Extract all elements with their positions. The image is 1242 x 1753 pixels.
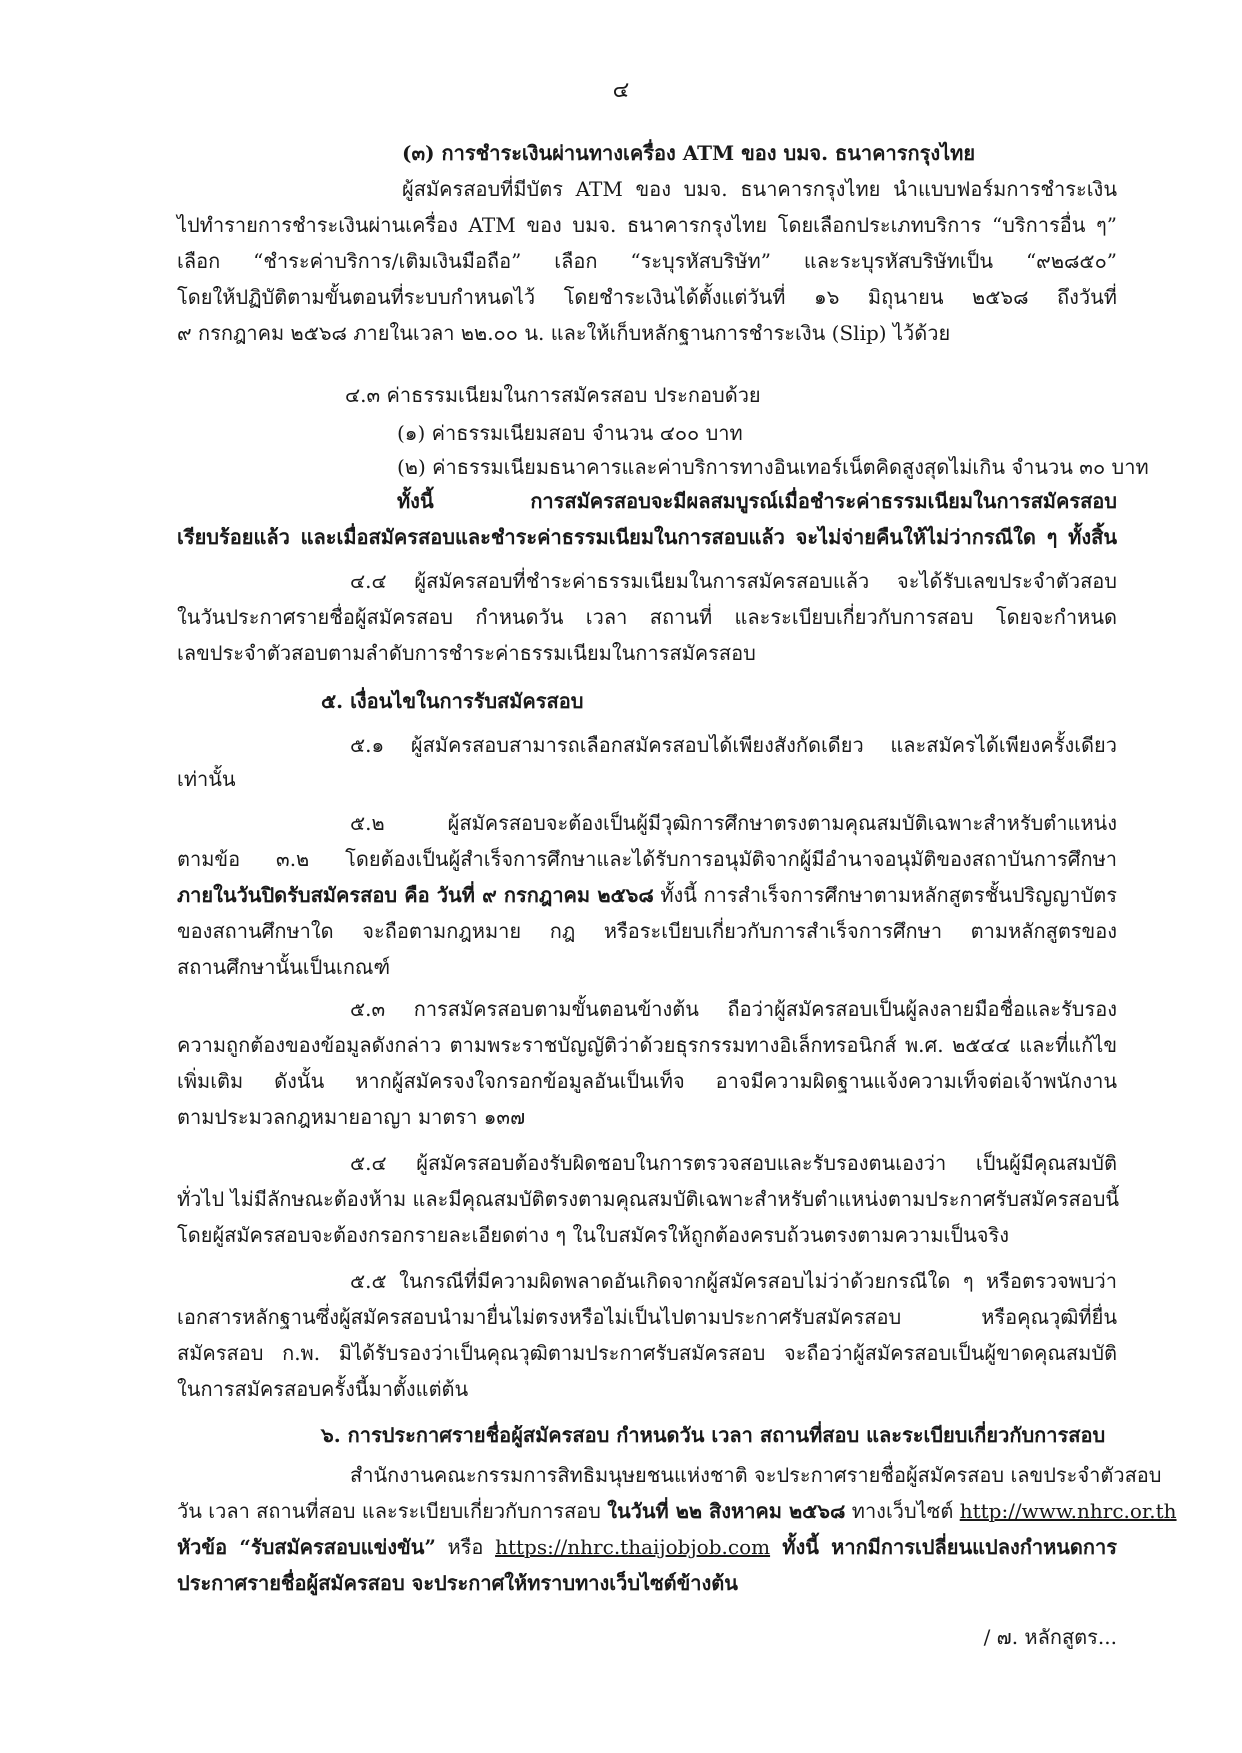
paragraph-line: โดยผู้สมัครสอบจะต้องกรอกรายละเอียดต่าง ๆ ในใบสมัครให้ถูกต้องครบถ้วนตรงตามความเป็นจริง bbox=[177, 1223, 1010, 1247]
paragraph-line: ประกาศรายชื่อผู้สมัครสอบ จะประกาศให้ทราบทางเว็บไซต์ข้างต้น bbox=[177, 1571, 738, 1595]
paragraph-line: ผู้สมัครสอบที่มีบัตร ATM ของ บมจ. ธนาคารกรุงไทย นำแบบฟอร์มการชำระเงิน bbox=[402, 177, 1117, 201]
paragraph-line: ๕.๑ ผู้สมัครสอบสามารถเลือกสมัครสอบได้เพียงสังกัดเดียว และสมัครได้เพียงครั้งเดียว bbox=[350, 733, 1117, 757]
paragraph-line bbox=[177, 1496, 1177, 1526]
continuation-footer: / ๗. หลักสูตร... bbox=[983, 1625, 1117, 1649]
fees-heading: ๔.๓ ค่าธรรมเนียมในการสมัครสอบ ประกอบด้วย bbox=[345, 383, 761, 407]
atm-payment-heading: (๓) การชำระเงินผ่านทางเครื่อง ATM ของ บมจ. ธนาคารกรุงไทย bbox=[402, 141, 976, 165]
paragraph-line: ตามประมวลกฎหมายอาญา มาตรา ๑๓๗ bbox=[177, 1105, 526, 1129]
announcement-date: ในวันที่ ๒๒ สิงหาคม ๒๕๖๘ bbox=[607, 1499, 846, 1523]
paragraph-line: ความถูกต้องของข้อมูลดังกล่าว ตามพระราชบัญญัติว่าด้วยธุรกรรมทางอิเล็กทรอนิกส์ พ.ศ. ๒๕๔๔ และที่แก้ไข bbox=[177, 1033, 1117, 1057]
conditions-heading: ๕. เงื่อนไขในการรับสมัครสอบ bbox=[321, 689, 584, 713]
fee-item-bank: (๒) ค่าธรรมเนียมธนาคารและค่าบริการทางอินเทอร์เน็ตคิดสูงสุดไม่เกิน จำนวน ๓๐ บาท bbox=[397, 455, 1149, 479]
paragraph-text: ทั้งนี้ หากมีการเปลี่ยนแปลงกำหนดการ bbox=[770, 1535, 1117, 1559]
paragraph-line bbox=[177, 1532, 1117, 1562]
fee-item-exam: (๑) ค่าธรรมเนียมสอบ จำนวน ๔๐๐ บาท bbox=[397, 421, 743, 445]
nhrc-website-link[interactable]: http://www.nhrc.or.th bbox=[959, 1499, 1177, 1523]
paragraph-line: ๕.๔ ผู้สมัครสอบต้องรับผิดชอบในการตรวจสอบและรับรองตนเองว่า เป็นผู้มีคุณสมบัติ bbox=[350, 1151, 1117, 1175]
paragraph-line: สมัครสอบ ก.พ. มิได้รับรองว่าเป็นคุณวุฒิตามประกาศรับสมัครสอบ จะถือว่าผู้สมัครสอบเป็นผู้ขาดคุณสมบัติ bbox=[177, 1341, 1117, 1365]
announcement-heading: ๖. การประกาศรายชื่อผู้สมัครสอบ กำหนดวัน เวลา สถานที่สอบ และระเบียบเกี่ยวกับการสอบ bbox=[321, 1423, 1106, 1447]
paragraph-line: ในวันประกาศรายชื่อผู้สมัครสอบ กำหนดวัน เวลา สถานที่ และระเบียบเกี่ยวกับการสอบ โดยจะกำหนด bbox=[177, 605, 1117, 629]
fee-note: ทั้งนี้ การสมัครสอบจะมีผลสมบูรณ์เมื่อชำระค่าธรรมเนียมในการสมัครสอบ bbox=[397, 489, 1117, 513]
fee-note: เรียบร้อยแล้ว และเมื่อสมัครสอบและชำระค่าธรรมเนียมในการสอบแล้ว จะไม่จ่ายคืนให้ไม่ว่ากรณีใด ๆ ทั้งสิ้น bbox=[177, 525, 1117, 549]
topic-label: หัวข้อ “รับสมัครสอบแข่งขัน” bbox=[177, 1535, 436, 1559]
paragraph-line: สถานศึกษานั้นเป็นเกณฑ์ bbox=[177, 955, 391, 979]
thaijobjob-link[interactable]: https://nhrc.thaijobjob.com bbox=[495, 1535, 771, 1559]
paragraph-text: วัน เวลา สถานที่สอบ และระเบียบเกี่ยวกับการสอบ bbox=[177, 1499, 608, 1523]
paragraph-text: ทางเว็บไซต์ bbox=[845, 1499, 960, 1523]
paragraph-line: เพิ่มเติม ดังนั้น หากผู้สมัครจงใจกรอกข้อมูลอันเป็นเท็จ อาจมีความผิดฐานแจ้งความเท็จต่อเจ้าพนักงาน bbox=[177, 1069, 1117, 1093]
paragraph-line bbox=[177, 880, 1117, 910]
paragraph-line: ไปทำรายการชำระเงินผ่านเครื่อง ATM ของ บมจ. ธนาคารกรุงไทย โดยเลือกประเภทบริการ “บริการอื่น ๆ” bbox=[177, 213, 1117, 237]
paragraph-line: ของสถานศึกษาใด จะถือตามกฎหมาย กฎ หรือระเบียบเกี่ยวกับการสำเร็จการศึกษา ตามหลักสูตรของ bbox=[177, 919, 1117, 943]
page-number: ๔ bbox=[612, 78, 630, 103]
paragraph-line: เลือก “ชำระค่าบริการ/เติมเงินมือถือ” เลือก “ระบุรหัสบริษัท” และระบุรหัสบริษัทเป็น “๙๒๘๕๐” bbox=[177, 249, 1117, 273]
paragraph-line: ในการสมัครสอบครั้งนี้มาตั้งแต่ต้น bbox=[177, 1377, 469, 1401]
paragraph-text: หรือ bbox=[435, 1535, 496, 1559]
paragraph-line: เอกสารหลักฐานซึ่งผู้สมัครสอบนำมายื่นไม่ตรงหรือไม่เป็นไปตามประกาศรับสมัครสอบ หรือคุณวุฒิที่ยื่น bbox=[177, 1305, 1117, 1329]
paragraph-line: ทั่วไป ไม่มีลักษณะต้องห้าม และมีคุณสมบัติตรงตามคุณสมบัติเฉพาะสำหรับตำแหน่งตามประกาศรับสมัครสอบนี้ bbox=[177, 1187, 1120, 1211]
paragraph-line: สำนักงานคณะกรรมการสิทธิมนุษยชนแห่งชาติ จะประกาศรายชื่อผู้สมัครสอบ เลขประจำตัวสอบ bbox=[350, 1463, 1162, 1487]
paragraph-line: ตามข้อ ๓.๒ โดยต้องเป็นผู้สำเร็จการศึกษาและได้รับการอนุมัติจากผู้มีอำนาจอนุมัติของสถาบันการศึกษา bbox=[177, 847, 1117, 871]
paragraph-line: ๕.๕ ในกรณีที่มีความผิดพลาดอันเกิดจากผู้สมัครสอบไม่ว่าด้วยกรณีใด ๆ หรือตรวจพบว่า bbox=[350, 1269, 1117, 1293]
paragraph-line: ๕.๒ ผู้สมัครสอบจะต้องเป็นผู้มีวุฒิการศึกษาตรงตามคุณสมบัติเฉพาะสำหรับตำแหน่ง bbox=[350, 811, 1117, 835]
paragraph-line: เท่านั้น bbox=[177, 767, 236, 791]
paragraph-line: โดยให้ปฏิบัติตามขั้นตอนที่ระบบกำหนดไว้ โดยชำระเงินได้ตั้งแต่วันที่ ๑๖ มิถุนายน ๒๕๖๘ ถึงวันที่ bbox=[177, 285, 1117, 309]
paragraph-line: เลขประจำตัวสอบตามลำดับการชำระค่าธรรมเนียมในการสมัครสอบ bbox=[177, 641, 756, 665]
paragraph-text: ทั้งนี้ การสำเร็จการศึกษาตามหลักสูตรชั้นปริญญาบัตร bbox=[653, 883, 1117, 907]
paragraph-line: ๔.๔ ผู้สมัครสอบที่ชำระค่าธรรมเนียมในการสมัครสอบแล้ว จะได้รับเลขประจำตัวสอบ bbox=[350, 569, 1117, 593]
closing-date-emphasis: ภายในวันปิดรับสมัครสอบ คือ วันที่ ๙ กรกฎาคม ๒๕๖๘ bbox=[177, 883, 654, 907]
paragraph-line: ๕.๓ การสมัครสอบตามขั้นตอนข้างต้น ถือว่าผู้สมัครสอบเป็นผู้ลงลายมือชื่อและรับรอง bbox=[350, 997, 1117, 1021]
paragraph-line: ๙ กรกฎาคม ๒๕๖๘ ภายในเวลา ๒๒.๐๐ น. และให้เก็บหลักฐานการชำระเงิน (Slip) ไว้ด้วย bbox=[177, 321, 951, 345]
